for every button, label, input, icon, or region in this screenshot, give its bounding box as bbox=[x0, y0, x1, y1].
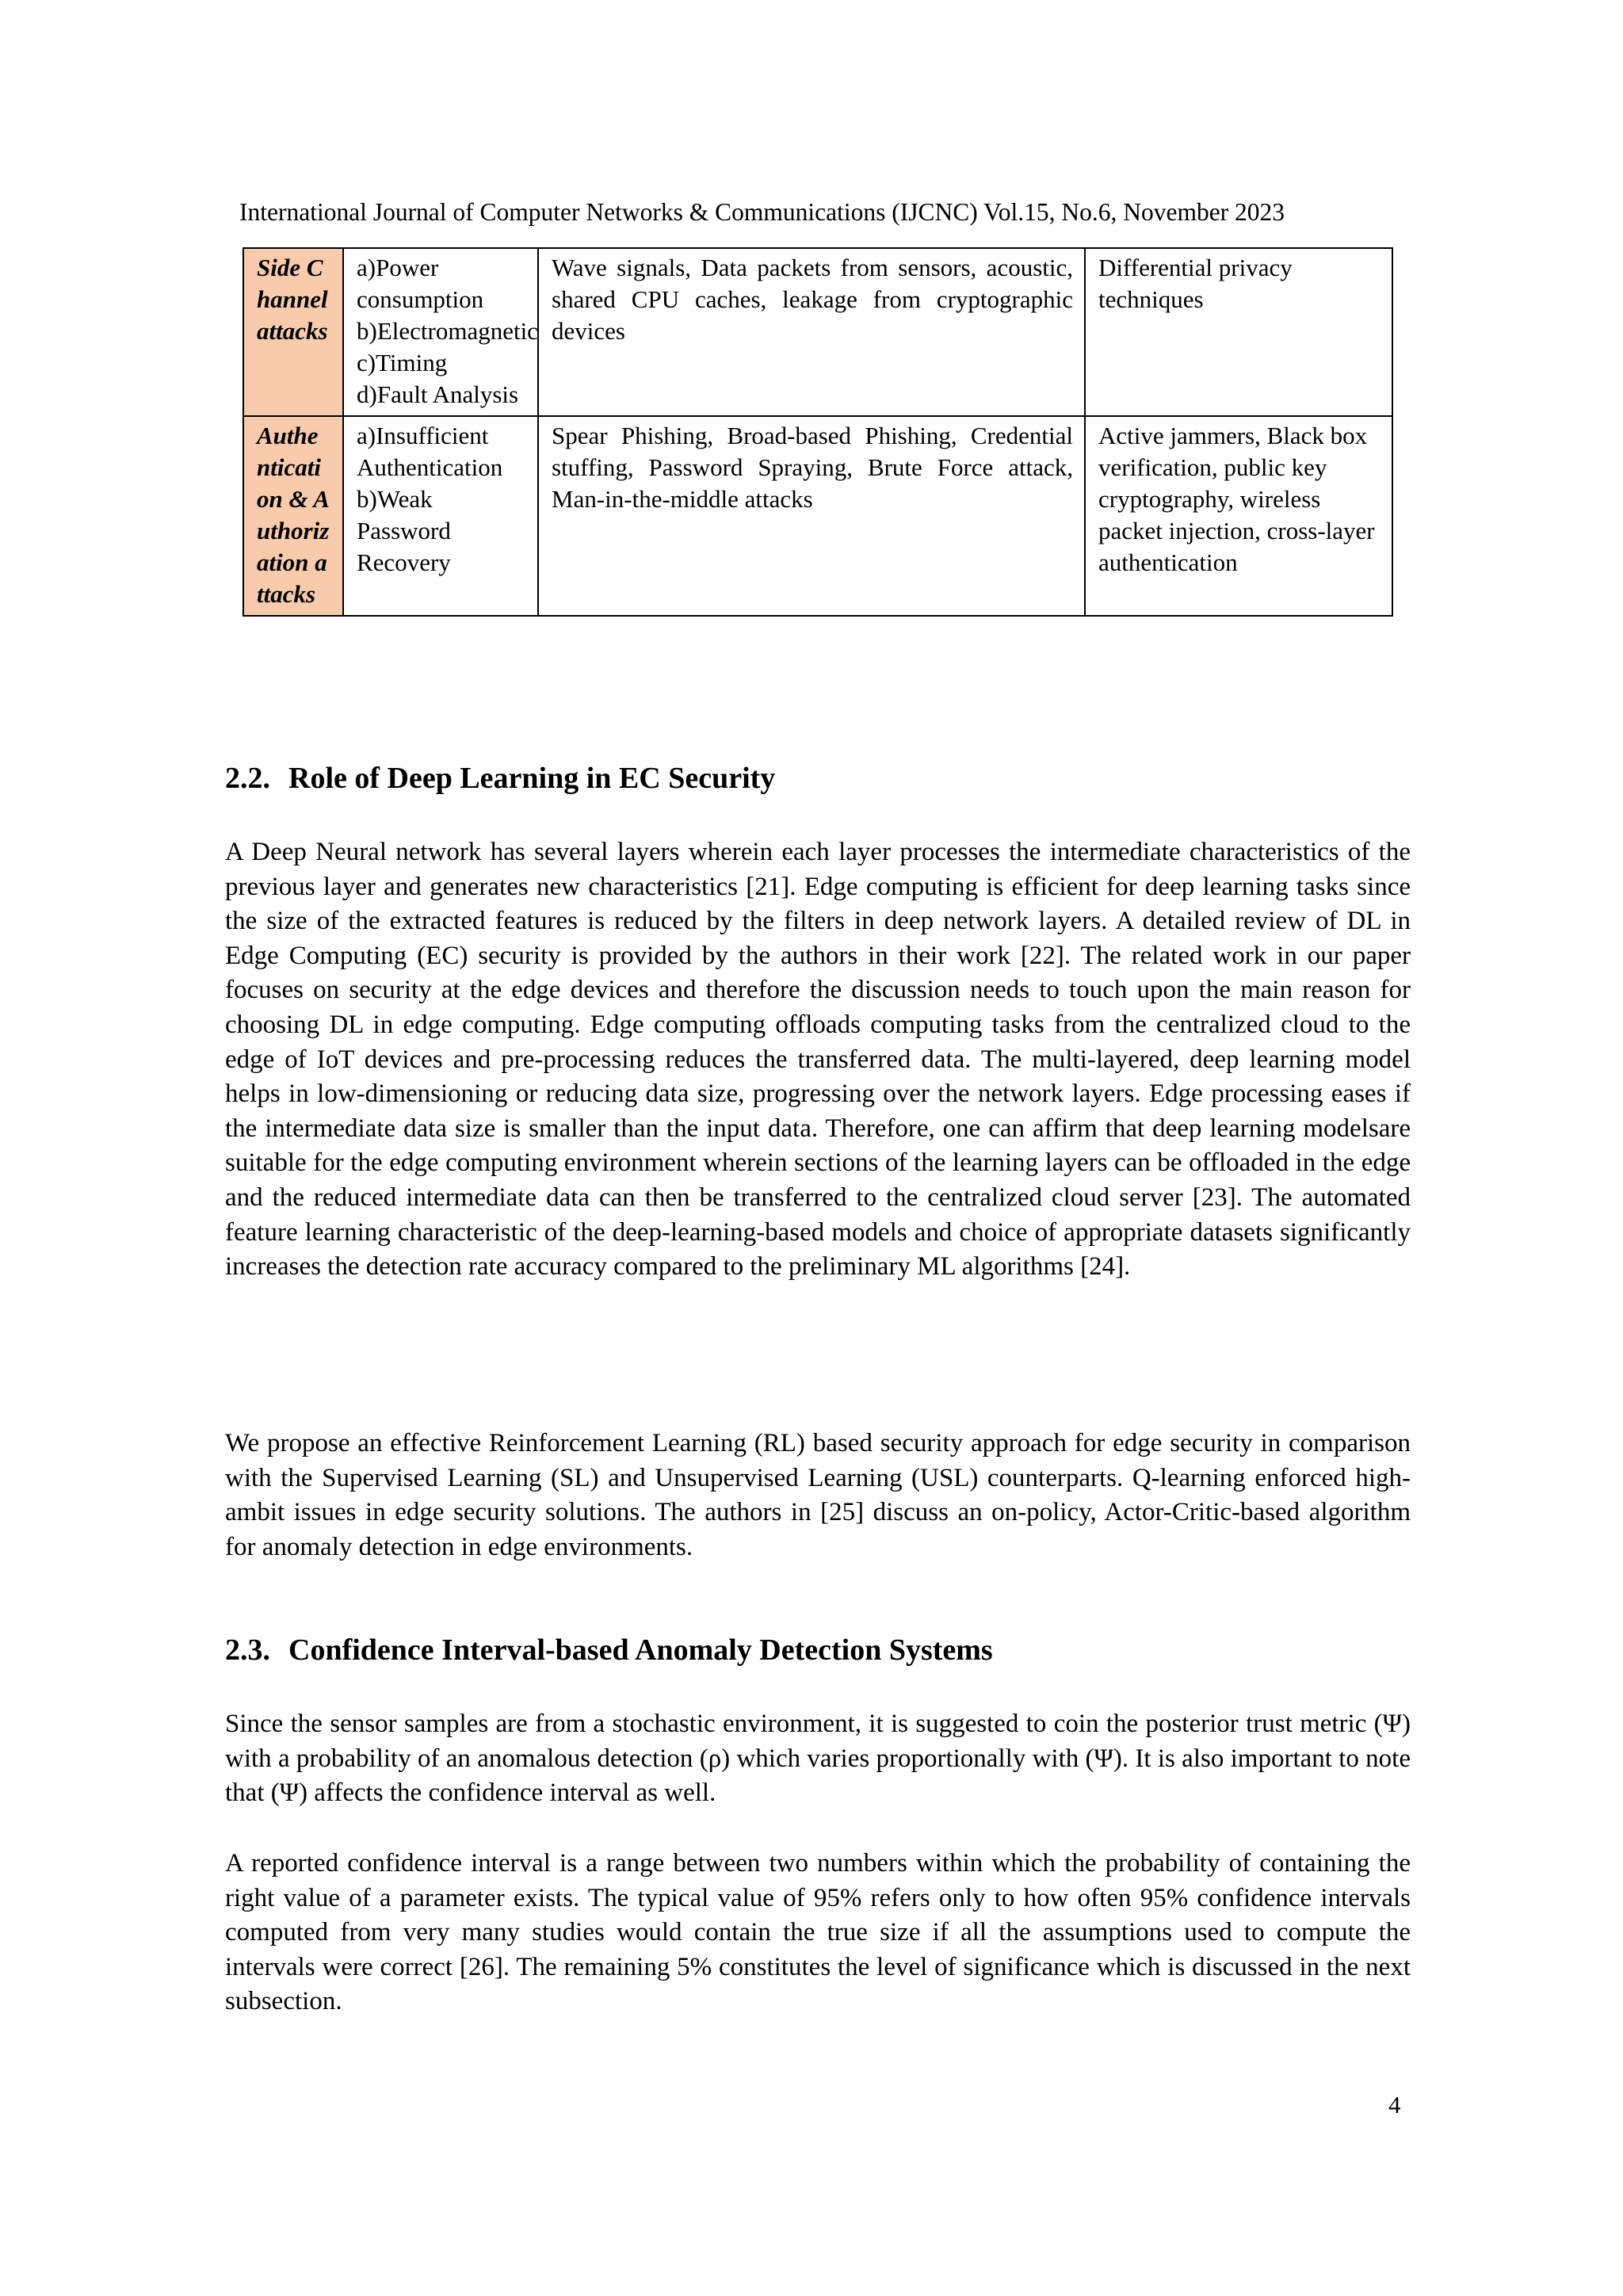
attack-examples: Spear Phishing, Broad-based Phishing, Credential stuffing, Password Spraying, Brute Force attack, Man-in-the-middle attacks bbox=[538, 416, 1085, 616]
attack-type: b)Weak Password Recovery bbox=[357, 485, 451, 576]
table-row bbox=[243, 416, 1392, 616]
attack-countermeasures: Active jammers, Black box verification, public key cryptography, wireless packet injection, cross-layer authentication bbox=[1085, 416, 1392, 616]
section-title: Role of Deep Learning in EC Security bbox=[288, 762, 776, 795]
paragraph: A reported confidence interval is a range between two numbers within which the probability of containing the right value of a parameter exists. The typical value of 95% refers only to how often 95% confidence intervals computed from very many studies would contain the true size if all the assumptions used to compute the intervals were correct [26]. The remaining 5% constitutes the level of significance which is discussed in the next subsection. bbox=[225, 1849, 1411, 2016]
attack-type: b)Electromagnetic bbox=[357, 317, 538, 345]
attack-type: c)Timing bbox=[357, 349, 448, 376]
table-row bbox=[243, 248, 1392, 416]
attack-examples: Wave signals, Data packets from sensors, acoustic, shared CPU caches, leakage from cryptographic devices bbox=[538, 248, 1085, 416]
page-number: 4 bbox=[1388, 2091, 1401, 2118]
paragraph: We propose an effective Reinforcement Learning (RL) based security approach for edge security in comparison with the Supervised Learning (SL) and Unsupervised Learning (USL) counterparts. Q-learning enforced high-ambit issues in edge security solutions. The authors in [25] discuss an on-policy, Actor-Critic-based algorithm for anomaly detection in edge environments. bbox=[225, 1429, 1411, 1561]
attack-countermeasures: Differential privacy techniques bbox=[1085, 248, 1392, 416]
attack-types bbox=[343, 248, 538, 416]
running-header: International Journal of Computer Networks & Communications (IJCNC) Vol.15, No.6, November 2023 bbox=[239, 198, 1285, 226]
attack-types bbox=[343, 416, 538, 616]
attack-type: d)Fault Analysis bbox=[357, 380, 519, 408]
section-number: 2.2. bbox=[225, 762, 270, 795]
attack-table bbox=[242, 247, 1393, 617]
paragraph: Since the sensor samples are from a stochastic environment, it is suggested to coin the posterior trust metric (Ψ) with a probability of an anomalous detection (ρ) which varies proportionally with (Ψ). It is also important to note that (Ψ) affects the confidence interval as well. bbox=[225, 1710, 1411, 1808]
paragraph: A Deep Neural network has several layers wherein each layer processes the intermediate characteristics of the previous layer and generates new characteristics [21]. Edge computing is efficient for deep learning tasks since the size of the extracted features is reduced by the filters in deep network layers. A detailed review of DL in Edge Computing (EC) security is provided by the authors in their work [22]. The related work in our paper focuses on security at the edge devices and therefore the discussion needs to touch upon the main reason for choosing DL in edge computing. Edge computing offloads computing tasks from the centralized cloud to the edge of IoT devices and pre-processing reduces the transferred data. The multi-layered, deep learning model helps in low-dimensioning or reducing data size, progressing over the network layers. Edge processing eases if the intermediate data size is smaller than the input data. Therefore, one can affirm that deep learning modelsare suitable for the edge computing environment wherein sections of the learning layers can be offloaded in the edge and the reduced intermediate data can then be transferred to the centralized cloud server [23]. The automated feature learning characteristic of the deep-learning-based models and choice of appropriate datasets significantly increases the detection rate accuracy compared to the preliminary ML algorithms [24]. bbox=[225, 838, 1411, 1282]
attack-category: Authentication & Authorization attacks bbox=[243, 416, 343, 616]
section-heading-2-3 bbox=[225, 1631, 993, 1669]
section-heading-2-2 bbox=[225, 759, 775, 797]
attack-category: Side Channel attacks bbox=[243, 248, 343, 416]
attack-type: a)Power consumption bbox=[357, 254, 484, 313]
section-number: 2.3. bbox=[225, 1633, 270, 1667]
section-title: Confidence Interval-based Anomaly Detection Systems bbox=[288, 1633, 993, 1667]
attack-type: a)Insufficient Authentication bbox=[357, 422, 503, 481]
